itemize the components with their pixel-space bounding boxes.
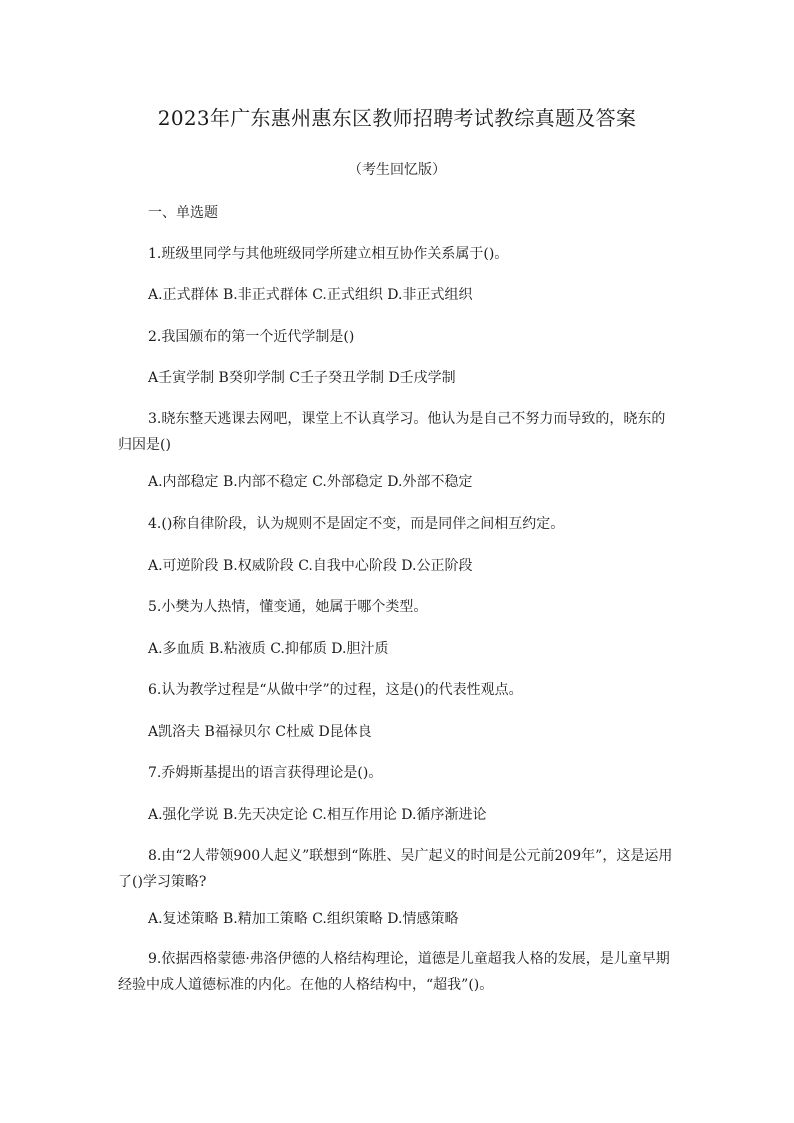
- document-subtitle: （考生回忆版）: [348, 162, 446, 178]
- question-3-options: A.内部稳定 B.内部不稳定 C.外部稳定 D.外部不稳定: [148, 474, 473, 490]
- question-1-options: A.正式群体 B.非正式群体 C.正式组织 D.非正式组织: [148, 287, 473, 303]
- question-5-stem: 5.小樊为人热情，懂变通，她属于哪个类型。: [148, 599, 428, 615]
- question-4-options: A.可逆阶段 B.权威阶段 C.自我中心阶段 D.公正阶段: [148, 558, 473, 574]
- question-6-options: A凯洛夫 B福禄贝尔 C杜威 D昆体良: [148, 724, 372, 740]
- question-8-options: A.复述策略 B.精加工策略 C.组织策略 D.情感策略: [148, 911, 459, 927]
- question-2-stem: 2.我国颁布的第一个近代学制是(): [148, 329, 355, 345]
- question-7-options: A.强化学说 B.先天决定论 C.相互作用论 D.循序渐进论: [148, 807, 487, 823]
- document-title: 2023年广东惠州惠东区教师招聘考试教综真题及答案: [157, 106, 637, 130]
- question-7-stem: 7.乔姆斯基提出的语言获得理论是()。: [148, 765, 383, 781]
- question-3-stem: 3.晓东整天逃课去网吧，课堂上不认真学习。他认为是自己不努力而导致的，晓东的归因是(): [118, 411, 666, 453]
- section-heading: 一、单选题: [148, 205, 218, 221]
- question-2-options: A壬寅学制 B癸卯学制 C壬子癸丑学制 D壬戌学制: [148, 370, 456, 386]
- question-8-stem: 8.由“2人带领900人起义”联想到“陈胜、吴广起义的时间是公元前209年”，这是运用了()学习策略?: [118, 848, 673, 890]
- question-4-stem: 4.()称自律阶段，认为规则不是固定不变，而是同伴之间相互约定。: [148, 516, 565, 532]
- question-5-options: A.多血质 B.粘液质 C.抑郁质 D.胆汁质: [148, 641, 389, 657]
- question-1-stem: 1.班级里同学与其他班级同学所建立相互协作关系属于()。: [148, 246, 509, 262]
- question-6-stem: 6.认为教学过程是“从做中学”的过程，这是()的代表性观点。: [148, 682, 523, 698]
- question-9-stem: 9.依据西格蒙德·弗洛伊德的人格结构理论，道德是儿童超我人格的发展，是儿童早期经验中成人道德标准的内化。在他的人格结构中，“超我”()。: [118, 951, 670, 993]
